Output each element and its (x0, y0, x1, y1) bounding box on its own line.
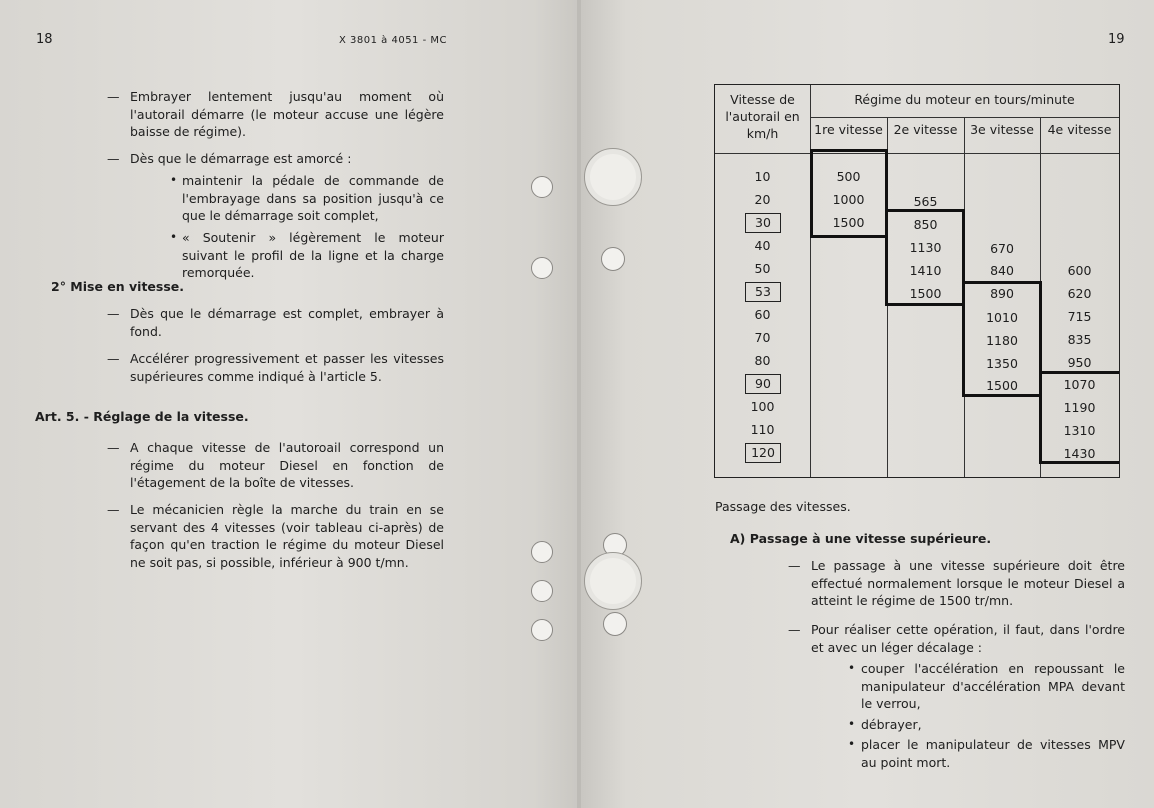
dash-mark: — (107, 306, 120, 321)
gear-range-border (885, 303, 964, 306)
speed-cell: 60 (754, 307, 771, 322)
dash-mark: — (107, 440, 120, 455)
gear-range-border (810, 235, 887, 238)
dash-mark: — (107, 89, 120, 104)
bullet-text: placer le manipulateur de vitesses MPV au point mort. (861, 737, 1125, 770)
rpm-cell: 1500 (832, 215, 865, 230)
gear-1-header: 1re vitesse (814, 122, 883, 137)
rpm-cell: 620 (1067, 286, 1092, 301)
dash-mark: — (107, 151, 120, 166)
binder-hole (531, 541, 553, 563)
speed-cell-boxed: 90 (745, 374, 781, 394)
gear-range-border (885, 149, 888, 209)
bullet-mark: • (848, 737, 856, 751)
rpm-cell: 1410 (909, 263, 942, 278)
table-rule (810, 85, 811, 477)
rpm-cell: 1190 (1063, 400, 1096, 415)
rpm-cell: 835 (1067, 332, 1092, 347)
rpm-cell: 1000 (832, 192, 865, 207)
bullet-text: maintenir la pédale de commande de l'embrayage dans sa position jusqu'à ce que le démarrage soit complet, (182, 173, 444, 223)
article-heading: Art. 5. - Réglage de la vitesse. (35, 409, 249, 424)
speed-cell: 50 (754, 261, 771, 276)
rpm-cell: 1500 (986, 378, 1018, 393)
gear-range-border (962, 281, 965, 395)
binder-hole (584, 552, 642, 610)
dash-mark: — (788, 558, 801, 573)
speed-column-header: Vitesse de l'autorail en km/h (725, 92, 800, 141)
gear-range-border (1039, 371, 1042, 463)
rpm-cell: 1010 (986, 310, 1018, 325)
gear-range-border (962, 394, 1042, 397)
paragraph: Dès que le démarrage est complet, embrayer à fond. (130, 306, 444, 339)
rpm-cell: 1180 (986, 333, 1018, 348)
rpm-cell: 850 (913, 217, 938, 232)
engine-rpm-header: Régime du moteur en tours/minute (854, 92, 1075, 107)
section-heading: 2° Mise en vitesse. (51, 279, 185, 294)
page-number: 19 (1108, 32, 1125, 47)
binder-hole (531, 580, 553, 602)
rpm-cell: 1070 (1063, 377, 1096, 392)
page-number: 18 (36, 32, 53, 47)
book-gutter (577, 0, 581, 808)
bullet-text: débrayer, (861, 717, 922, 732)
gear-range-border (810, 149, 813, 237)
speed-cell: 10 (754, 169, 771, 184)
dash-mark: — (788, 622, 801, 637)
gear-range-border (885, 209, 964, 212)
gear-range-border (885, 209, 888, 305)
running-head: X 3801 à 4051 - MC (339, 35, 447, 46)
speed-cell: 80 (754, 353, 771, 368)
binder-hole (584, 148, 642, 206)
speed-cell-boxed: 30 (745, 213, 781, 233)
rpm-cell: 500 (836, 169, 861, 184)
rpm-cell: 1430 (1063, 446, 1096, 461)
paragraph: Embrayer lentement jusqu'au moment où l'autorail démarre (le moteur accuse une légère baisse de régime). (130, 89, 444, 139)
speed-cell: 100 (750, 399, 775, 414)
subsection-heading: A) Passage à une vitesse supérieure. (730, 531, 992, 546)
speed-cell-boxed: 53 (745, 282, 781, 302)
binder-hole (601, 247, 625, 271)
bullet-mark: • (170, 173, 178, 187)
rpm-cell: 890 (990, 286, 1014, 301)
gear-3-header: 3e vitesse (970, 122, 1034, 137)
dash-mark: — (107, 351, 120, 366)
rpm-cell: 715 (1067, 309, 1092, 324)
rpm-cell: 1500 (909, 286, 942, 301)
gear-range-border (962, 281, 1042, 284)
rpm-cell: 1310 (1063, 423, 1096, 438)
speed-cell-boxed: 120 (745, 443, 781, 463)
paragraph: Le passage à une vitesse supérieure doit être effectué normalement lorsque le moteur Diesel a atteint le régime de 1500 tr/mn. (811, 558, 1125, 608)
table-rule (810, 117, 1119, 118)
gear-range-border (1039, 461, 1119, 464)
rpm-cell: 565 (913, 194, 938, 209)
bullet-mark: • (848, 717, 856, 731)
gear-4-header: 4e vitesse (1047, 122, 1112, 137)
binder-hole (531, 176, 553, 198)
speed-cell: 40 (754, 238, 771, 253)
bullet-text: « Soutenir » légèrement le moteur suivant le profil de la ligne et la charge remorquée. (182, 230, 444, 280)
binder-hole (531, 619, 553, 641)
paragraph: Accélérer progressivement et passer les vitesses supérieures comme indiqué à l'article 5. (130, 351, 444, 384)
gear-range-border (810, 149, 887, 152)
speed-cell: 110 (750, 422, 775, 437)
dash-mark: — (107, 502, 120, 517)
gear-speed-table (714, 84, 1120, 478)
paragraph: Le mécanicien règle la marche du train en se servant des 4 vitesses (voir tableau ci-après) de façon qu'en traction le régime du moteur Diesel ne soit pas, si possible, inférieur à 900 t/mn. (130, 502, 444, 570)
bullet-mark: • (848, 661, 856, 675)
bullet-mark: • (170, 230, 178, 244)
binder-hole (603, 612, 627, 636)
rpm-cell: 600 (1067, 263, 1092, 278)
gear-range-border (1039, 281, 1042, 371)
rpm-cell: 1130 (909, 240, 942, 255)
speed-cell: 70 (754, 330, 771, 345)
speed-cell: 20 (754, 192, 771, 207)
table-rule (715, 153, 1119, 154)
paragraph: A chaque vitesse de l'autoroail correspond un régime du moteur Diesel en fonction de l'étagement de la boîte de vitesses. (130, 440, 444, 490)
rpm-cell: 840 (990, 263, 1014, 278)
bullet-text: couper l'accélération en repoussant le manipulateur d'accélération MPA devant le verrou, (861, 661, 1125, 711)
binder-hole (531, 257, 553, 279)
paragraph: Pour réaliser cette opération, il faut, dans l'ordre et avec un léger décalage : (811, 622, 1125, 655)
gear-2-header: 2e vitesse (893, 122, 958, 137)
gear-range-border (962, 209, 965, 281)
section-heading: Passage des vitesses. (715, 499, 851, 514)
paragraph: Dès que le démarrage est amorcé : (130, 151, 352, 166)
gear-range-border (1039, 371, 1119, 374)
rpm-cell: 1350 (986, 356, 1018, 371)
rpm-cell: 950 (1067, 355, 1092, 370)
rpm-cell: 670 (990, 241, 1014, 256)
